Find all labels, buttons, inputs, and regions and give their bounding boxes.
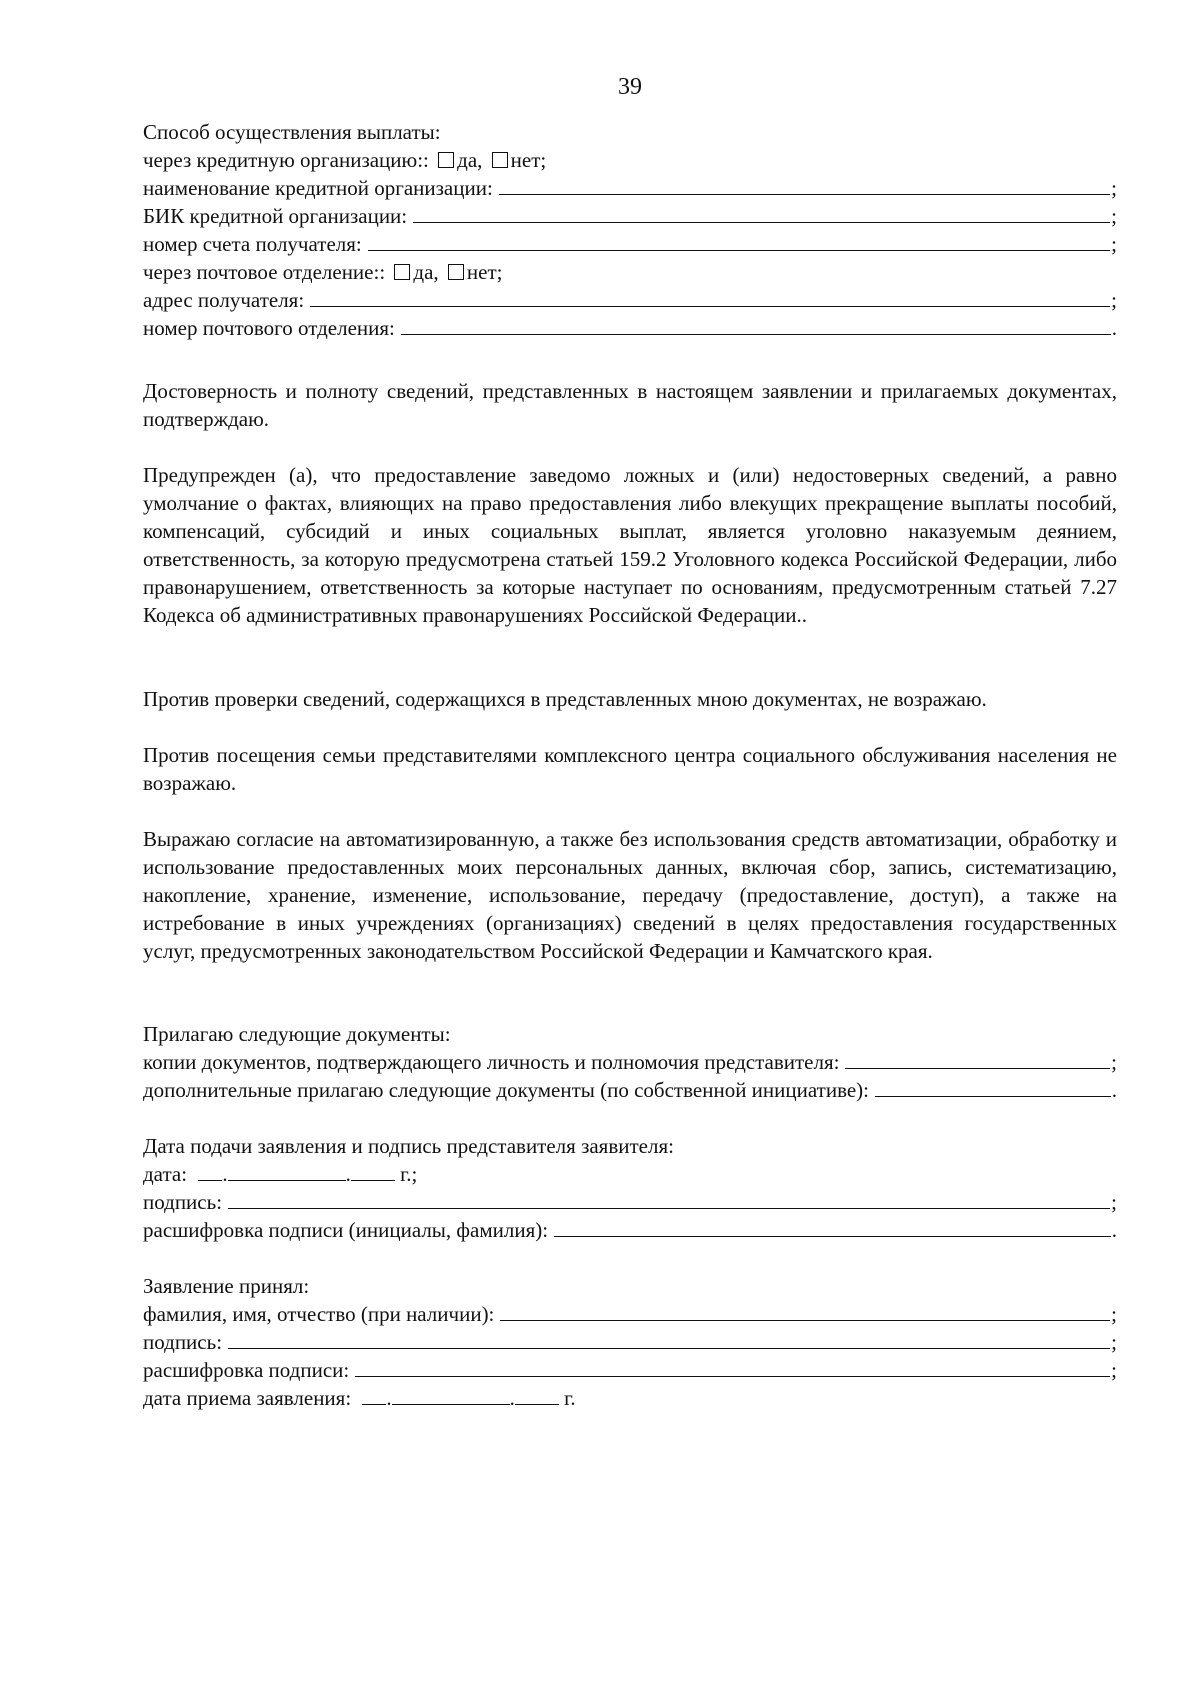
post-no-label: нет; [466,260,503,284]
copies-label: копии документов, подтверждающего личность и полномочия представителя: [143,1050,840,1074]
bank-yes-label: да, [457,148,483,172]
submission-date-dot-1: . [222,1162,228,1186]
submission-decoding-field[interactable] [554,1216,1111,1237]
accepted-date-dot-1: . [386,1386,392,1410]
accepted-signature-end: ; [1111,1330,1117,1354]
accepted-year-suffix: г. [564,1386,576,1410]
accepted-year-field[interactable] [515,1384,559,1405]
additional-docs-end: . [1111,1078,1117,1102]
additional-docs-label: дополнительные прилагаю следующие документы (по собственной инициативе): [143,1078,870,1102]
submission-decoding-row [143,1216,1117,1244]
bank-no-label: нет; [510,148,547,172]
post-office-label: номер почтового отделения: [143,316,395,340]
bank-name-field[interactable] [499,174,1110,195]
account-label: номер счета получателя: [143,232,362,256]
liability-warning: Предупрежден (а), что предоставление заведомо ложных и (или) недостоверных сведений, а равно умолчание о фактах, влияющих на право предоставления либо влекущих прекращение выплаты пособий, компенсаций, субсидий и иных социальных выплат, является уголовно наказуемым деянием, ответственность, за которую предусмотрена статьей 159.2 Уголовного кодекса Российской Федерации, либо правонарушением, ответственность за которые наступает по основаниям, предусмотренным статьей 7.27 Кодекса об административных правонарушениях Российской Федерации.. [143,463,1117,627]
submission-date-dot-2: . [345,1162,351,1186]
bik-row [143,202,1117,230]
accepted-signature-label: подпись: [143,1330,223,1354]
account-end: ; [1111,232,1117,256]
account-row [143,230,1117,258]
submission-year-suffix: г.; [400,1162,418,1186]
bank-name-label: наименование кредитной организации: [143,176,493,200]
account-field[interactable] [368,230,1110,251]
address-label: адрес получателя: [143,288,305,312]
address-row [143,286,1117,314]
submission-signature-label: подпись: [143,1190,223,1214]
bank-yes-checkbox[interactable] [438,152,454,168]
post-office-field[interactable] [401,314,1111,335]
submission-year-field[interactable] [351,1160,395,1181]
submission-signature-end: ; [1111,1190,1117,1214]
accepted-date-dot-2: . [509,1386,515,1410]
accepted-month-field[interactable] [392,1384,510,1405]
accepted-name-field[interactable] [500,1300,1110,1321]
consent-statement: Выражаю согласие на автоматизированную, а также без использования средств автоматизации, обработку и использование предоставленных моих персональных данных, включая сбор, запись, систематизацию, накопление, хранение, изменение, использование, передачу (предоставление, доступ), а также на истребование в иных учреждениях (организациях) сведений в целях предоставления государственных услуг, предусмотренных законодательством Российской Федерации и Камчатского края. [143,827,1117,963]
bik-end: ; [1111,204,1117,228]
accepted-name-end: ; [1111,1302,1117,1326]
copies-end: ; [1111,1050,1117,1074]
bik-field[interactable] [413,202,1110,223]
accepted-decoding-end: ; [1111,1358,1117,1382]
bik-label: БИК кредитной организации: [143,204,408,228]
accepted-signature-field[interactable] [228,1328,1110,1349]
post-option-label: через почтовое отделение:: [143,260,386,284]
submission-decoding-end: . [1111,1218,1117,1242]
post-no-checkbox[interactable] [448,264,464,280]
post-yes-label: да, [413,260,439,284]
bank-option-label: через кредитную организацию:: [143,148,429,172]
bank-no-checkbox[interactable] [492,152,508,168]
post-office-row [143,314,1117,342]
submission-date-row [143,1160,417,1188]
submission-heading: Дата подачи заявления и подпись представителя заявителя: [143,1134,674,1158]
submission-signature-row [143,1188,1117,1216]
submission-date-label: дата: [143,1162,188,1186]
bank-name-end: ; [1111,176,1117,200]
submission-day-field[interactable] [198,1160,222,1181]
submission-decoding-label: расшифровка подписи (инициалы, фамилия): [143,1218,549,1242]
bank-option-row [143,146,546,174]
post-office-end: . [1111,316,1117,340]
bank-name-row [143,174,1117,202]
accepted-heading: Заявление принял: [143,1274,310,1298]
address-field[interactable] [310,286,1110,307]
accepted-decoding-row [143,1356,1117,1384]
verification-statement: Против проверки сведений, содержащихся в представленных мною документах, не возражаю. [143,687,987,711]
accepted-name-row [143,1300,1117,1328]
copies-row [143,1048,1117,1076]
accuracy-statement: Достоверность и полноту сведений, представленных в настоящем заявлении и прилагаемых документах, подтверждаю. [143,379,1117,431]
accepted-day-field[interactable] [362,1384,386,1405]
accepted-name-label: фамилия, имя, отчество (при наличии): [143,1302,495,1326]
accepted-decoding-label: расшифровка подписи: [143,1358,350,1382]
accepted-date-row [143,1384,576,1412]
payment-heading: Способ осуществления выплаты: [143,120,441,144]
additional-docs-field[interactable] [875,1076,1111,1097]
attachments-heading: Прилагаю следующие документы: [143,1022,451,1046]
submission-month-field[interactable] [228,1160,346,1181]
copies-field[interactable] [845,1048,1110,1069]
page-number: 39 [618,74,642,100]
post-option-row [143,258,503,286]
accepted-signature-row [143,1328,1117,1356]
additional-docs-row [143,1076,1117,1104]
accepted-date-label: дата приема заявления: [143,1386,352,1410]
submission-signature-field[interactable] [228,1188,1110,1209]
address-end: ; [1111,288,1117,312]
visit-statement: Против посещения семьи представителями комплексного центра социального обслуживания населения не возражаю. [143,743,1117,795]
post-yes-checkbox[interactable] [394,264,410,280]
accepted-decoding-field[interactable] [355,1356,1110,1377]
